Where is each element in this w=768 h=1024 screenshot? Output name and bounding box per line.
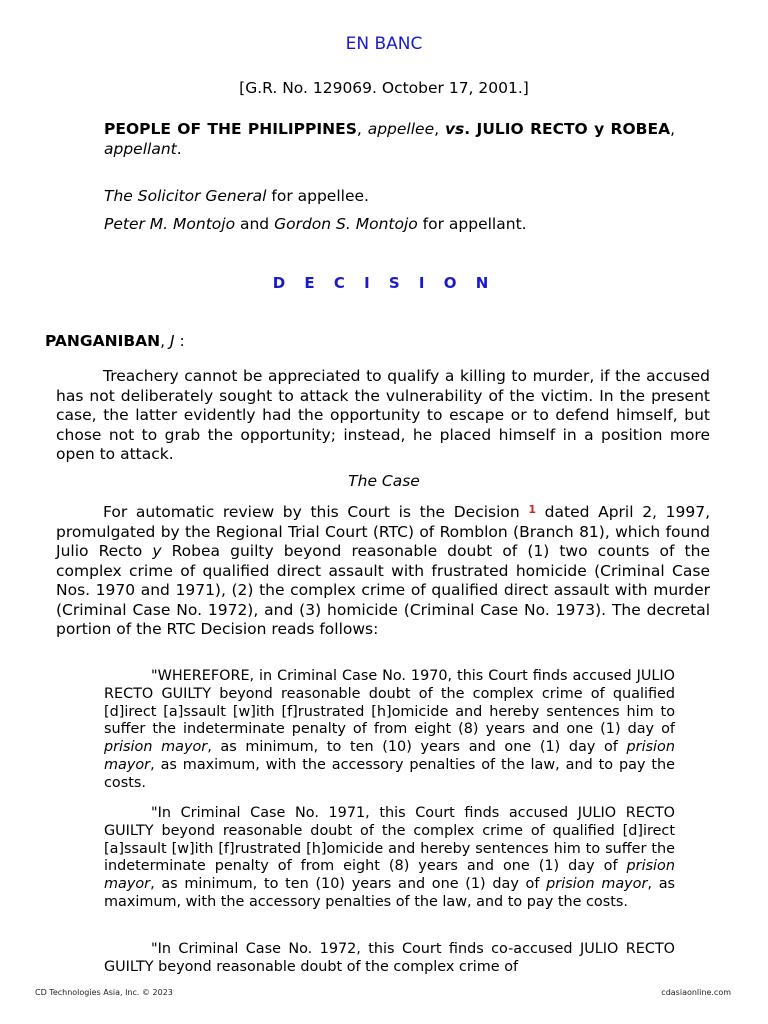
case-parties: [104, 120, 675, 159]
ponente: [45, 332, 185, 350]
quote-text: , as minimum, to ten (10) years and one (1) day of: [150, 876, 547, 893]
review-paragraph: [56, 500, 710, 640]
ponente-separator: ,: [160, 332, 171, 350]
quote-italic: prision mayor: [104, 739, 675, 773]
footer-copyright: CD Technologies Asia, Inc. © 2023: [35, 988, 173, 997]
footnote-link[interactable]: 1: [528, 503, 537, 516]
paragraph-text: Robea guilty beyond reasonable doubt of (1) two counts of the complex crime of qualified direct assault with frustrated homicide (Criminal Case Nos. 1970 and 1971), (2) the complex crime of qualified direct assault with murder (Criminal Case No. 1972), and (3) homicide (Criminal Case No. 1973). The decretal portion of the RTC Decision reads follows:: [56, 542, 710, 638]
parties-end: .: [176, 139, 182, 158]
appellant-role: appellant: [104, 139, 177, 158]
ponente-end: :: [174, 332, 185, 350]
appellee-role: appellee: [367, 120, 435, 138]
quote-text: , as maximum, with the accessory penalties of the law, and to pay the costs.: [104, 876, 676, 910]
quote-text: "In Criminal Case No. 1971, this Court finds accused JULIO RECTO GUILTY beyond reasonable doubt of the complex crime of qualified [d]irect [a]ssault [w]ith [f]rustrated [h]omicide and hereby sentences him to suffer the indeterminate penalty of from eight (8) years and one (1) day of: [104, 805, 675, 875]
intro-paragraph: Treachery cannot be appreciated to qualify a killing to murder, if the accused has not deliberately sought to attack the vulnerability of the victim. In the present case, the latter evidently had the opportunity to escape or to defend himself, but chose not to grab the opportunity; instead, he placed himself in a position more open to attack.: [56, 367, 710, 463]
quote-text: "WHEREFORE, in Criminal Case No. 1970, this Court finds accused JULIO RECTO GUILTY beyond reasonable doubt of the complex crime of qualified [d]irect [a]ssault [w]ith [f]rustrated [h]omicide and hereby sentences him to suffer the indeterminate penalty of from eight (8) years and one (1) day of: [104, 668, 675, 738]
counsel-text: for appellant.: [417, 215, 527, 233]
ponente-name: PANGANIBAN: [45, 332, 161, 350]
parties-separator: ,: [356, 120, 368, 138]
paragraph-text: For automatic review by this Court is the Decision: [103, 503, 529, 521]
appellant-name: JULIO RECTO y ROBEA: [470, 120, 671, 138]
counsel-name: The Solicitor General: [104, 187, 267, 205]
counsel-appellant: [104, 215, 527, 233]
footer-website[interactable]: cdasiaonline.com: [661, 988, 731, 997]
ponente-title: J: [170, 332, 175, 350]
counsel-text: for appellee.: [266, 187, 369, 205]
quote-text: , as minimum, to ten (10) years and one (1) day of: [207, 739, 627, 756]
quoted-paragraph-1972: "In Criminal Case No. 1972, this Court finds co-accused JULIO RECTO GUILTY beyond reasonable doubt of the complex crime of: [104, 941, 675, 975]
section-heading-the-case: The Case: [348, 472, 420, 490]
versus-dot: .: [464, 120, 471, 138]
parties-separator: ,: [434, 120, 445, 138]
counsel-text: and: [235, 215, 275, 233]
decision-heading: D E C I S I O N: [272, 274, 496, 292]
versus-label: vs: [444, 120, 465, 138]
quoted-paragraph-1971: [104, 805, 675, 912]
quote-italic: prision mayor: [104, 858, 675, 893]
counsel-name: Gordon S. Montojo: [274, 215, 418, 233]
counsel-appellee: [104, 187, 369, 205]
quote-text: , as maximum, with the accessory penalties of the law, and to pay the costs.: [104, 756, 675, 791]
quote-italic: prision mayor: [546, 876, 648, 893]
parties-separator: ,: [670, 120, 675, 138]
case-number: [G.R. No. 129069. October 17, 2001.]: [239, 79, 529, 97]
paragraph-text: dated April 2, 1997, promulgated by the Regional Trial Court (RTC) of Romblon (Branch 81), which found Julio Recto: [56, 503, 710, 560]
quote-italic: prision mayor: [104, 739, 208, 756]
quoted-paragraph-1970: [104, 668, 675, 793]
division-heading: EN BANC: [345, 34, 423, 54]
counsel-name: Peter M. Montojo: [104, 215, 236, 233]
paragraph-italic: y: [152, 542, 162, 560]
appellee-name: PEOPLE OF THE PHILIPPINES: [104, 120, 357, 138]
